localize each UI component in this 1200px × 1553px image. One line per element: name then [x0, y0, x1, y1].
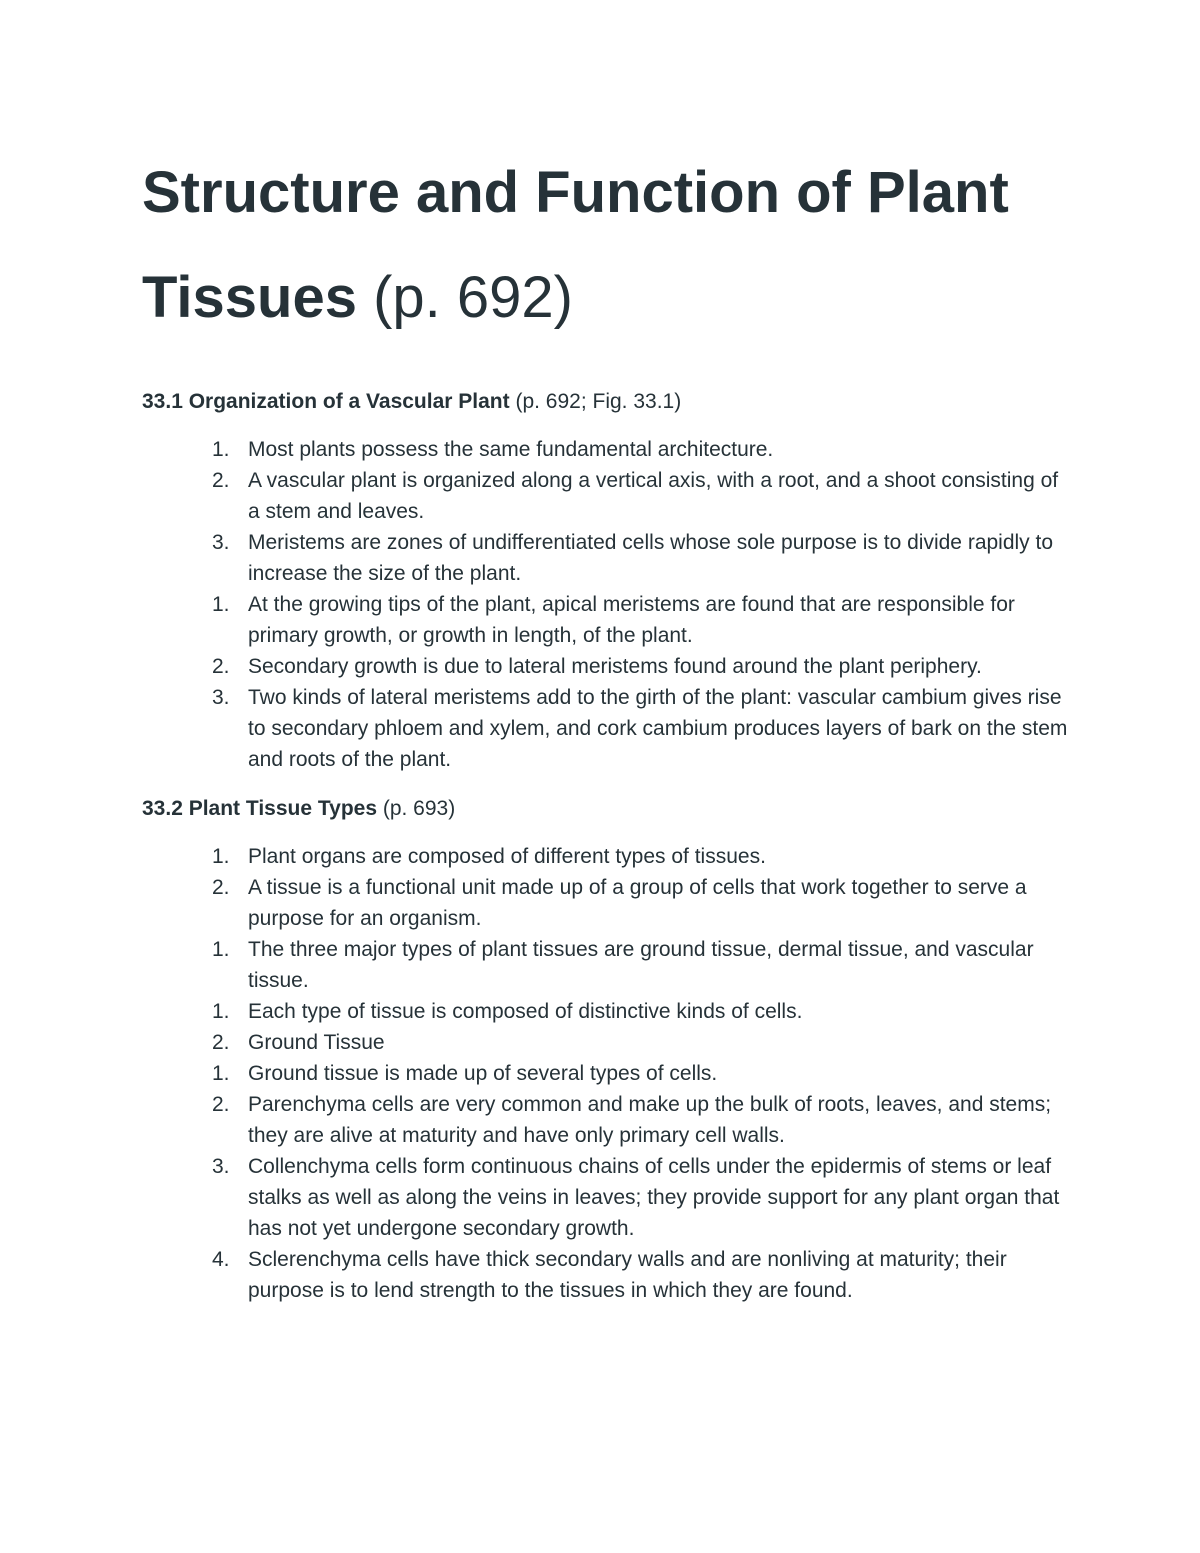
list-item [142, 1027, 1072, 1058]
list-item-number: 1. [212, 938, 230, 961]
list-item-text: Sclerenchyma cells have thick secondary walls and are nonliving at maturity; their purpose is to lend strength to the tissues in which they are found. [248, 1248, 1007, 1302]
list-item-text: At the growing tips of the plant, apical meristems are found that are responsible for primary growth, or growth in length, of the plant. [248, 593, 1015, 647]
list-item [142, 651, 1072, 682]
list-item-text: Secondary growth is due to lateral meristems found around the plant periphery. [248, 655, 982, 678]
list-item-number: 2. [212, 1031, 230, 1054]
list-item [142, 841, 1072, 872]
list-item-number: 1. [212, 1062, 230, 1085]
list-item [142, 1058, 1072, 1089]
list-item [142, 1244, 1072, 1306]
list-item-text: Ground Tissue [248, 1031, 385, 1054]
page-title [142, 140, 1072, 350]
list-item-text: Plant organs are composed of different types of tissues. [248, 845, 766, 868]
list-item [142, 1089, 1072, 1151]
list-item-number: 4. [212, 1248, 230, 1271]
list-item-text: The three major types of plant tissues are ground tissue, dermal tissue, and vascular tissue. [248, 938, 1034, 992]
list-item-text: Ground tissue is made up of several types of cells. [248, 1062, 718, 1085]
list-item-number: 2. [212, 655, 230, 678]
list-item [142, 434, 1072, 465]
list-item-number: 3. [212, 531, 230, 554]
section-heading-bold: 33.2 Plant Tissue Types [142, 797, 377, 820]
section-heading-ref: (p. 692; Fig. 33.1) [509, 390, 682, 413]
list-item-text: A vascular plant is organized along a vertical axis, with a root, and a shoot consisting of a stem and leaves. [248, 469, 1059, 523]
section-heading-bold: 33.1 Organization of a Vascular Plant [142, 390, 510, 413]
list-item-text: Most plants possess the same fundamental architecture. [248, 438, 774, 461]
list-item-text: A tissue is a functional unit made up of a group of cells that work together to serve a purpose for an organism. [248, 876, 1027, 930]
list-item-text: Two kinds of lateral meristems add to the girth of the plant: vascular cambium gives rise to secondary phloem and xylem, and cork cambium produces layers of bark on the stem and roots of the plant. [248, 686, 1068, 771]
section-heading-33-2 [142, 793, 1072, 824]
list-item-text: Parenchyma cells are very common and make up the bulk of roots, leaves, and stems; they are alive at maturity and have only primary cell walls. [248, 1093, 1052, 1147]
section-33-2-list [142, 841, 1072, 1306]
list-item [142, 872, 1072, 934]
list-item [142, 934, 1072, 996]
list-item [142, 465, 1072, 527]
document-page [142, 140, 1072, 1306]
list-item-text: Meristems are zones of undifferentiated cells whose sole purpose is to divide rapidly to increase the size of the plant. [248, 531, 1054, 585]
list-item-number: 3. [212, 1155, 230, 1178]
list-item-number: 1. [212, 438, 230, 461]
section-33-1-list [142, 434, 1072, 775]
title-line-2-bold: Tissues [142, 265, 357, 330]
list-item-text: Collenchyma cells form continuous chains of cells under the epidermis of stems or leaf stalks as well as along the veins in leaves; they provide support for any plant organ that has not yet undergone secondary growth. [248, 1155, 1060, 1240]
list-item [142, 682, 1072, 775]
list-item-number: 1. [212, 593, 230, 616]
list-item-number: 2. [212, 469, 230, 492]
list-item-number: 1. [212, 845, 230, 868]
list-item-number: 2. [212, 876, 230, 899]
list-item [142, 527, 1072, 589]
list-item-number: 2. [212, 1093, 230, 1116]
list-item-number: 3. [212, 686, 230, 709]
list-item-number: 1. [212, 1000, 230, 1023]
list-item [142, 1151, 1072, 1244]
list-item [142, 589, 1072, 651]
section-heading-33-1 [142, 386, 1072, 417]
list-item [142, 996, 1072, 1027]
section-heading-ref: (p. 693) [377, 797, 456, 820]
list-item-text: Each type of tissue is composed of distinctive kinds of cells. [248, 1000, 803, 1023]
title-line-1: Structure and Function of Plant [142, 160, 1009, 225]
title-page-ref: (p. 692) [356, 265, 573, 330]
